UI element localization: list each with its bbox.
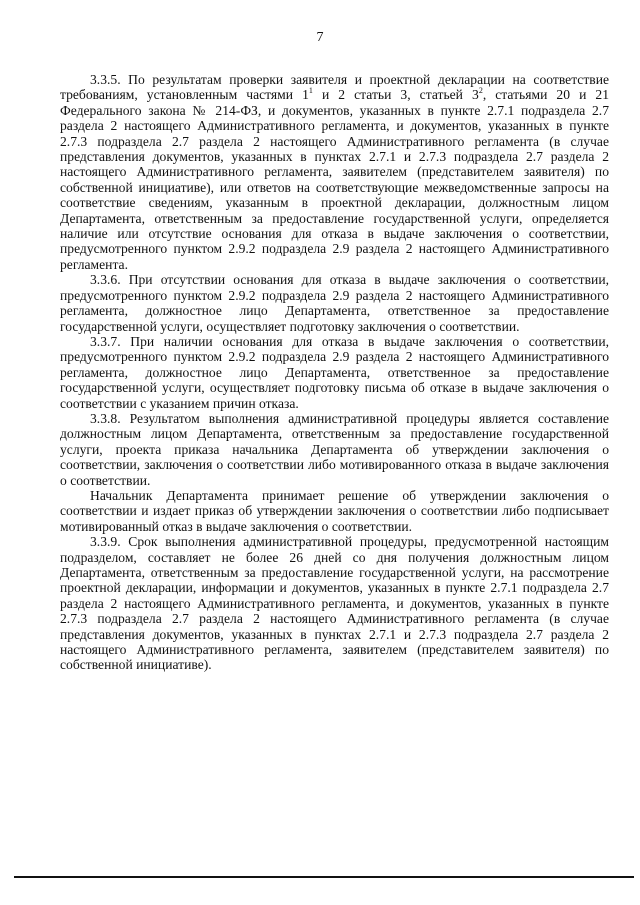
paragraph-3-3-5-text-before: 3.3.5. По результатам проверки заявителя и проектной декларации на соответствие требованиям, установленным частями 1 — [60, 72, 609, 103]
paragraph-3-3-5-text-after: , статьями 20 и 21 Федерального закона № 214-ФЗ, и документов, указанных в пункте 2.7.1 подраздела 2.7 раздела 2 настоящего Административного регламента, и документов, указанных в пункте 2.7.3 подраздела 2.7 раздела 2 настоящего Административного регламента (в случае представления документов, указанных в пунктах 2.7.1 и 2.7.3 подраздела 2.7 раздела 2 настоящего Административного регламента, заявителем (представителем заявителя) по собственной инициативе), или ответов на соответствующие межведомственные запросы на соответствие сведениям, указанным в проектной декларации, должностным лицом Департамента, ответственным за предоставление государственной услуги, определяется наличие или отсутствие основания для отказа в выдаче заключения о соответствии, предусмотренного пунктом 2.9.2 подраздела 2.9 раздела 2 настоящего Административного регламента. — [60, 87, 609, 272]
footnote-superscript: 1 — [308, 86, 313, 96]
paragraph-3-3-8: 3.3.8. Результатом выполнения административной процедуры является составление должностным лицом Департамента, ответственным за предоставление государственной услуги, проекта приказа начальника Департамента об утверждении заключения о соответствии, заключения о соответствии либо мотивированного отказа в выдаче заключения о соответствии. — [60, 410, 609, 488]
paragraph-3-3-5-text-mid: и 2 статьи 3, статьей 3 — [312, 87, 479, 103]
paragraph-3-3-5 — [60, 72, 609, 272]
paragraph-3-3-6: 3.3.6. При отсутствии основания для отказа в выдаче заключения о соответствии, предусмотренного пунктом 2.9.2 подраздела 2.9 раздела 2 настоящего Административного регламента, должностное лицо Департамента, ответственное за предоставление государственной услуги, осуществляет подготовку заключения о соответствии. — [60, 272, 609, 334]
bottom-divider — [14, 876, 634, 878]
page-number: 7 — [316, 30, 324, 45]
document-body — [60, 72, 609, 673]
paragraph-3-3-7: 3.3.7. При наличии основания для отказа в выдаче заключения о соответствии, предусмотренного пунктом 2.9.2 подраздела 2.9 раздела 2 настоящего Административного регламента, должностное лицо Департамента, ответственное за предоставление государственной услуги, осуществляет подготовку письма об отказе в выдаче заключения о соответствии с указанием причин отказа. — [60, 333, 609, 411]
paragraph-3-3-9: 3.3.9. Срок выполнения административной процедуры, предусмотренной настоящим подразделом, составляет не более 26 дней со дня получения должностным лицом Департамента, ответственным за предоставление государственной услуги, на рассмотрение проектной декларации, информации и документов, указанных в пункте 2.7.1 подраздела 2.7 раздела 2 настоящего Административного регламента, и документов, указанных в пункте 2.7.3 подраздела 2.7 раздела 2 настоящего Административного регламента (в случае представления документов, указанных в пунктах 2.7.1 и 2.7.3 подраздела 2.7 раздела 2 настоящего Административного регламента, заявителем (представителем заявителя) по собственной инициативе). — [60, 534, 609, 673]
paragraph-head-decision: Начальник Департамента принимает решение об утверждении заключения о соответствии и издает приказ об утверждении заключения о соответствии либо подписывает мотивированный отказ в выдаче заключения о соответствии. — [60, 487, 609, 534]
footnote-superscript: 2 — [478, 86, 483, 96]
